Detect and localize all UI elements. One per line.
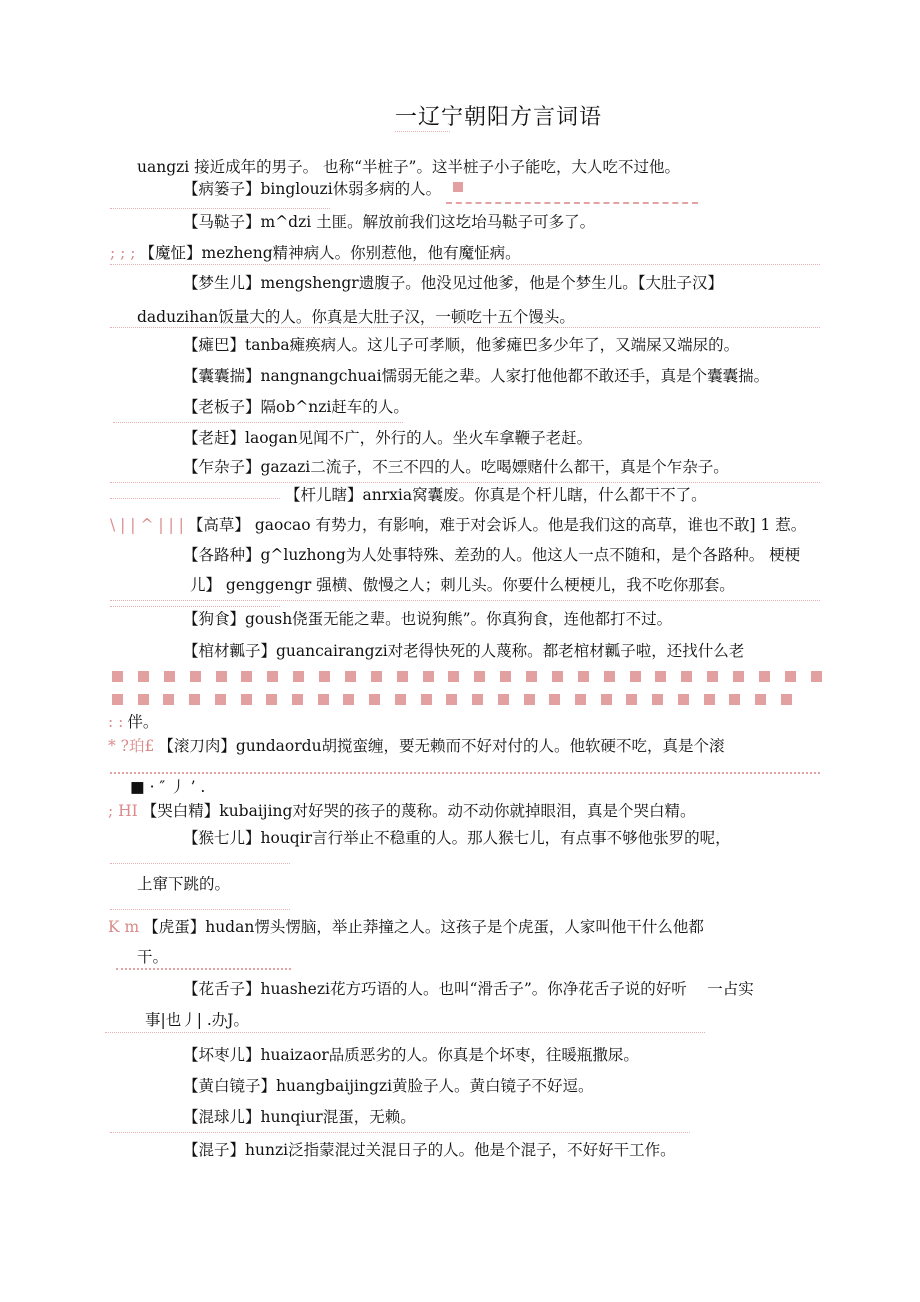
entry-line xyxy=(183,212,595,232)
scan-artifact xyxy=(110,863,290,864)
entry-line xyxy=(110,243,521,263)
scan-artifact xyxy=(110,264,820,265)
entry-line xyxy=(183,641,744,661)
entry-line xyxy=(108,917,704,937)
entry-line xyxy=(183,397,409,417)
entry-text: 【棺材瓤子】guancairangzi对老得快死的人蔑称。都老棺材瓤子啦，还找什么老 xyxy=(183,642,745,660)
document-title: 一辽宁朝阳方言词语 xyxy=(395,105,603,130)
entry-text: 干。 xyxy=(137,948,169,966)
entry-line xyxy=(183,828,731,848)
entry-line xyxy=(137,947,168,967)
scan-artifact xyxy=(453,182,463,192)
scan-artifact xyxy=(116,968,291,970)
entry-line xyxy=(183,1140,676,1160)
scan-artifact: \ | | ^ | | | xyxy=(110,516,184,534)
entry-text: 伴。 xyxy=(127,713,159,731)
entry-line xyxy=(108,712,158,732)
entry-line xyxy=(108,736,725,756)
entry-text: 【狗食】goush侥蛋无能之辈。也说狗熊”。你真狗食，连他都打不过。 xyxy=(183,610,673,628)
scan-artifact xyxy=(112,671,822,682)
entry-text: 【花舌子】huashezi花方巧语的人。也叫“滑舌子”。你净花舌子说的好听 一占实 xyxy=(183,980,754,998)
entry-line xyxy=(183,1045,639,1065)
entry-line xyxy=(183,457,729,477)
scan-artifact xyxy=(110,772,820,774)
scan-artifact xyxy=(105,1032,705,1033)
entry-line xyxy=(183,428,592,448)
entry-line xyxy=(110,515,806,535)
scan-artifact xyxy=(110,327,820,328)
entry-line xyxy=(183,273,723,293)
entry-text: 【猴七儿】houqir言行举止不稳重的人。那人猴七儿，有点事不够他张罗的呢， xyxy=(183,829,731,847)
entry-text: 【混子】hunzi泛指蒙混过关混日子的人。他是个混子，不好好干工作。 xyxy=(183,1141,676,1159)
entry-line xyxy=(137,157,680,177)
scan-artifact xyxy=(110,600,820,601)
entry-text: 【高草】 gaocao 有势力，有影响，难于对会诉人。他是我们这的高草，谁也不敢] 1 惹。 xyxy=(187,516,807,534)
entry-text: ■ · ″ 丿 ’ . xyxy=(130,778,206,796)
entry-text: 【马鞑子】m^dzi 土匪。解放前我们这圪坮马鞑子可多了。 xyxy=(183,213,596,231)
entry-text: 【各路种】g^luzhong为人处事特殊、差劲的人。他这人一点不随和，是个各路种。 梗梗 xyxy=(183,546,801,564)
entry-text: 【黄白镜子】huangbaijingzi黄脸子人。黄白镜子不好逗。 xyxy=(183,1077,594,1095)
entry-text: 【病篓子】binglouzi休弱多病的人。 xyxy=(183,180,442,198)
entry-line xyxy=(145,1010,249,1030)
entry-text: 【囊囊揣】nangnangchuai懦弱无能之辈。人家打他他都不敢还手，真是个囊囊揣。 xyxy=(183,367,770,385)
scan-artifact: ; ; ; xyxy=(110,244,136,262)
scan-artifact xyxy=(110,1132,690,1133)
entry-text: 【老赶】laogan见闻不广，外行的人。坐火车拿鞭子老赶。 xyxy=(183,429,593,447)
entry-line xyxy=(183,545,800,565)
scan-artifact xyxy=(446,202,698,204)
scan-artifact xyxy=(110,482,820,483)
scan-artifact xyxy=(110,498,280,499)
entry-text: 【杆儿瞎】anrxia窝囊废。你真是个杆儿瞎，什么都干不了。 xyxy=(285,486,707,504)
entry-line xyxy=(183,335,739,355)
scan-artifact: * ?珀£ xyxy=(108,737,155,755)
entry-text: 【虎蛋】hudan愣头愣脑，举止莽撞之人。这孩子是个虎蛋，人家叫他干什么他都 xyxy=(143,918,704,936)
entry-text: 【乍杂子】gazazi二流子，不三不四的人。吃喝嫖赌什么都干，真是个乍杂子。 xyxy=(183,458,729,476)
scan-artifact xyxy=(112,694,792,705)
entry-text: 【混球儿】hunqiur混蛋，无赖。 xyxy=(183,1108,416,1126)
entry-text: 【梦生儿】mengshengr遗腹子。他没见过他爹，他是个梦生儿。【大肚子汉】 xyxy=(183,274,723,292)
entry-line xyxy=(183,366,769,386)
entry-line xyxy=(190,575,735,595)
entry-line xyxy=(108,801,695,821)
entry-line xyxy=(137,874,230,894)
entry-line xyxy=(183,179,441,199)
entry-text: daduzihan饭量大的人。你真是大肚子汉，一顿吃十五个馒头。 xyxy=(137,308,575,326)
entry-line xyxy=(285,485,707,505)
entry-text: 儿】 genggengr 强横、傲慢之人；刺儿头。你要什么梗梗儿，我不吃你那套。 xyxy=(190,576,735,594)
entry-line xyxy=(183,609,672,629)
scan-artifact xyxy=(110,606,280,607)
entry-line xyxy=(130,777,205,797)
scan-artifact xyxy=(113,422,403,423)
entry-text: 事|也丿| .办J。 xyxy=(145,1011,250,1029)
entry-line xyxy=(183,1107,416,1127)
entry-text: 【哭白精】kubaijing对好哭的孩子的蔑称。动不动你就掉眼泪，真是个哭白精。 xyxy=(141,802,696,820)
entry-text: 【滚刀肉】gundaordu胡搅蛮缠，要无赖而不好对付的人。他软硬不吃，真是个滚 xyxy=(158,737,725,755)
entry-text: 上窜下跳的。 xyxy=(137,875,231,893)
scan-artifact xyxy=(395,131,450,132)
entry-text: 【老板子】隔ob^nzi赶车的人。 xyxy=(183,398,409,416)
scan-artifact: ; HI xyxy=(108,802,138,820)
entry-line xyxy=(183,1076,594,1096)
entry-line xyxy=(137,307,575,327)
scan-artifact xyxy=(110,909,290,910)
entry-text: 【坏枣儿】huaizaor品质恶劣的人。你真是个坏枣，往暖瓶撒尿。 xyxy=(183,1046,639,1064)
scan-artifact: K m xyxy=(108,918,140,936)
entry-text: 【瘫巴】tanba瘫痪病人。这儿子可孝顺，他爹瘫巴多少年了，又端屎又端尿的。 xyxy=(183,336,740,354)
scan-artifact xyxy=(110,208,330,209)
entry-text: 【魔怔】mezheng精神病人。你别惹他，他有魔怔病。 xyxy=(139,244,521,262)
entry-line xyxy=(183,979,754,999)
scan-artifact: : : xyxy=(108,713,124,731)
entry-text: uangzi 接近成年的男子。 也称“半桩子”。这半桩子小子能吃，大人吃不过他。 xyxy=(137,158,680,176)
